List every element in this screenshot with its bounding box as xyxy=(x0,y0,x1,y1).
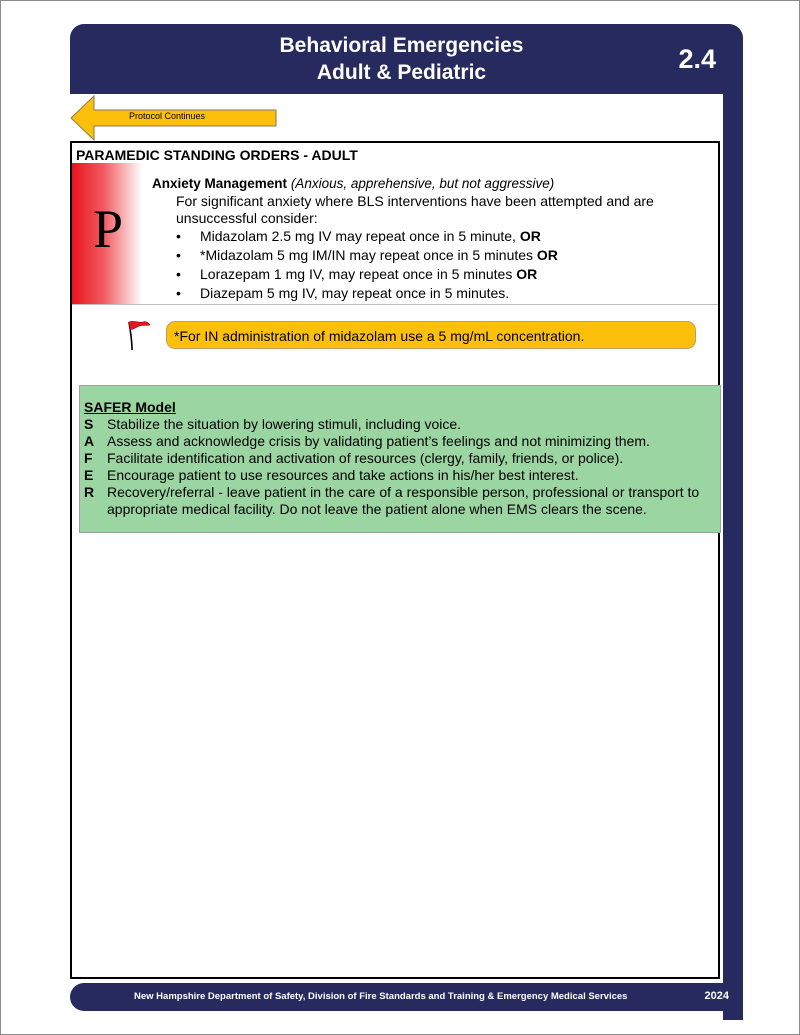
anxiety-heading xyxy=(152,176,554,191)
safer-letter: E xyxy=(84,467,94,483)
safer-list xyxy=(84,416,699,518)
midazolam-note: *For IN administration of midazolam use a 5 mg/mL concentration. xyxy=(166,321,696,349)
protocol-continues-link[interactable] xyxy=(70,95,280,141)
section-divider xyxy=(72,304,718,305)
side-protocol-label: Medical Protocol 2.4 xyxy=(749,445,766,626)
medication-text: *Midazolam 5 mg IM/IN may repeat once in 5 minutes xyxy=(200,247,537,263)
safer-continuation: appropriate medical facility. Do not leave the patient alone when EMS clears the scene. xyxy=(107,501,647,517)
safer-row xyxy=(84,450,699,467)
medication-item xyxy=(176,227,558,246)
page-header xyxy=(70,24,743,94)
protocol-number: 2.4 xyxy=(678,44,716,74)
safer-text: Facilitate identification and activation of resources (clergy, family, friends, or police). xyxy=(107,450,624,466)
safer-text: Recovery/referral - leave patient in the care of a responsible person, professional or transport to xyxy=(107,484,700,500)
protocol-continues-label: Protocol Continues xyxy=(129,111,206,121)
safer-text: Encourage patient to use resources and take actions in his/her best interest. xyxy=(107,467,579,483)
medication-item xyxy=(176,265,558,284)
medication-item xyxy=(176,246,558,265)
anxiety-intro: For significant anxiety where BLS interventions have been attempted and are unsuccessful consider: xyxy=(176,193,654,226)
medication-text: Diazepam 5 mg IV, may repeat once in 5 minutes. xyxy=(200,285,510,301)
footer-year: 2024 xyxy=(704,990,729,1002)
safer-letter: R xyxy=(84,484,95,500)
safer-letter: A xyxy=(84,433,95,449)
footer-organization: New Hampshire Department of Safety, Division of Fire Standards and Training & Emergency Medical Services xyxy=(134,991,628,1002)
safer-row xyxy=(84,467,699,484)
medication-item xyxy=(176,284,558,303)
safer-row xyxy=(84,484,699,501)
safer-row xyxy=(84,433,699,450)
safer-letter: S xyxy=(84,416,94,432)
safer-row xyxy=(84,416,699,433)
anxiety-heading-label: Anxiety Management xyxy=(152,176,288,191)
page-footer xyxy=(70,983,743,1011)
section-title: PARAMEDIC STANDING ORDERS - ADULT xyxy=(76,147,358,163)
medication-list xyxy=(176,227,558,303)
safer-letter: F xyxy=(84,450,93,466)
page-title: Behavioral Emergencies xyxy=(279,34,524,57)
anxiety-heading-note: (Anxious, apprehensive, but not aggressive) xyxy=(290,176,555,191)
page-subtitle: Adult & Pediatric xyxy=(316,61,487,84)
safer-text: Assess and acknowledge crisis by validating patient’s feelings and not minimizing them. xyxy=(107,433,650,449)
medication-emphasis: OR xyxy=(519,228,541,244)
red-flag-icon xyxy=(124,318,152,352)
paramedic-level-letter: P xyxy=(93,199,124,259)
medication-text: Midazolam 2.5 mg IV may repeat once in 5 minute, xyxy=(200,228,520,244)
medication-emphasis: OR xyxy=(516,266,538,282)
safer-title: SAFER Model xyxy=(84,399,176,415)
safer-text: Stabilize the situation by lowering stimuli, including voice. xyxy=(107,416,462,432)
medication-emphasis: OR xyxy=(536,247,558,263)
medication-text: Lorazepam 1 mg IV, may repeat once in 5 minutes xyxy=(200,266,517,282)
